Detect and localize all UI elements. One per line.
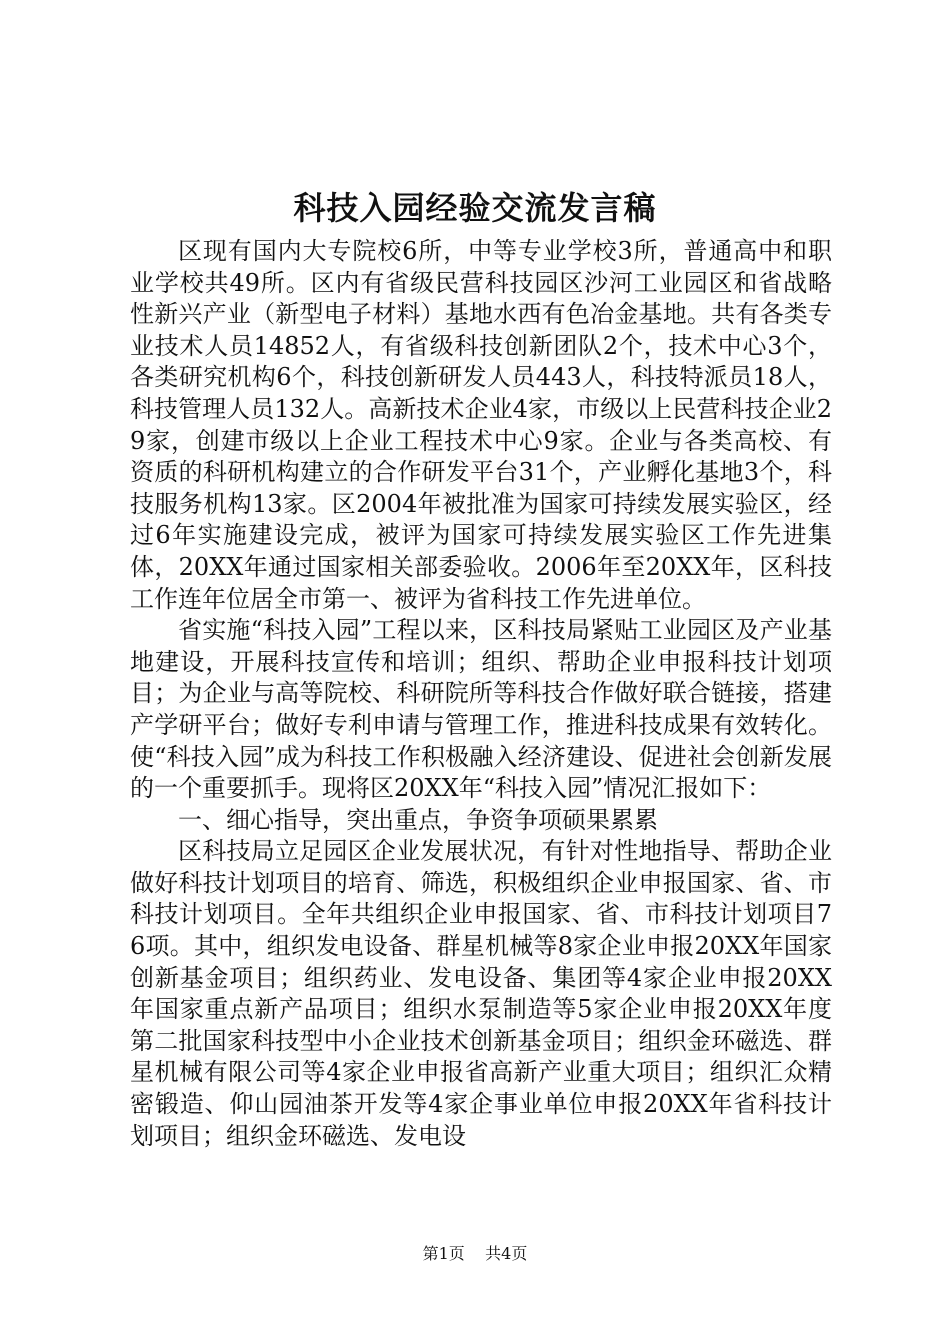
paragraph-1: 区现有国内大专院校6所，中等专业学校3所，普通高中和职业学校共49所。区内有省级民营科技园区沙河工业园区和省战略性新兴产业（新型电子材料）基地水西有色冶金基地。共有各类专业技术人员14852人，有省级科技创新团队2个，技术中心3个，各类研究机构6个，科技创新研发人员443人，科技特派员18人，科技管理人员132人。高新技术企业4家，市级以上民营科技企业29家，创建市级以上企业工程技术中心9家。企业与各类高校、有资质的科研机构建立的合作研发平台31个，产业孵化基地3个，科技服务机构13家。区2004年被批准为国家可持续发展实验区，经过6年实施建设完成，被评为国家可持续发展实验区工作先进集体，20XX年通过国家相关部委验收。2006年至20XX年，区科技工作连年位居全市第一、被评为省科技工作先进单位。 bbox=[130, 237, 832, 613]
paragraph-3: 区科技局立足园区企业发展状况，有针对性地指导、帮助企业做好科技计划项目的培育、筛选，积极组织企业申报国家、省、市科技计划项目。全年共组织企业申报国家、省、市科技计划项目76项。其中，组织发电设备、群星机械等8家企业申报20XX年国家创新基金项目；组织药业、发电设备、集团等4家企业申报20XX年国家重点新产品项目；组织水泵制造等5家企业申报20XX年度第二批国家科技型中小企业技术创新基金项目；组织金环磁选、群星机械有限公司等4家企业申报省高新产业重大项目；组织汇众精密锻造、仰山园油茶开发等4家企事业单位申报20XX年省科技计划项目；组织金环磁选、发电设 bbox=[130, 837, 832, 1150]
page-footer bbox=[0, 1243, 950, 1265]
document-title: 科技入园经验交流发言稿 bbox=[293, 189, 657, 227]
section-heading: 一、细心指导，突出重点，争资争项硕果累累 bbox=[178, 805, 658, 834]
document-body bbox=[130, 236, 832, 1182]
page-number: 第1页 bbox=[422, 1244, 465, 1263]
page-total: 共4页 bbox=[485, 1244, 528, 1263]
footer-spacer bbox=[470, 1244, 480, 1263]
paragraph-2: 省实施“科技入园”工程以来，区科技局紧贴工业园区及产业基地建设，开展科技宣传和培训；组织、帮助企业申报科技计划项目；为企业与高等院校、科研院所等科技合作做好联合链接，搭建产学研平台；做好专利申请与管理工作，推进科技成果有效转化。使“科技入园”成为科技工作积极融入经济建设、促进社会创新发展的一个重要抓手。现将区20XX年“科技入园”情况汇报如下： bbox=[130, 616, 832, 803]
